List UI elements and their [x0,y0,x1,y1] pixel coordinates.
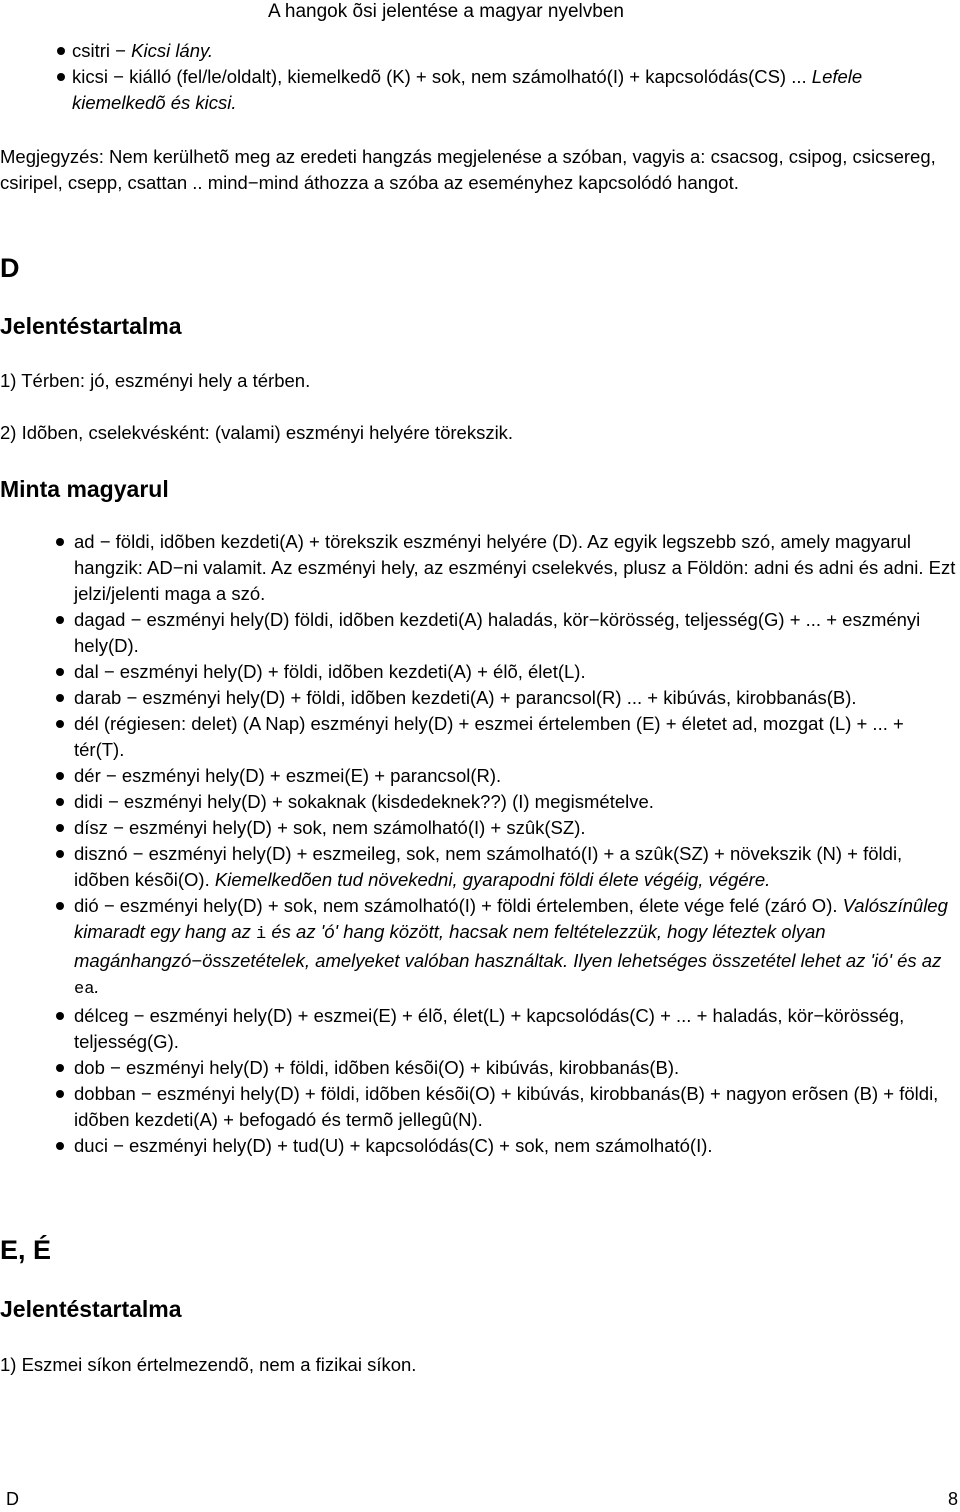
list-item: didi − eszményi hely(D) + sokaknak (kisdedeknek??) (I) megismételve. [0,789,958,815]
code-letter: ea [74,980,95,999]
entry-word: dob [74,1057,105,1078]
entry-word: dobban [74,1083,136,1104]
entry-word: ad [74,531,95,552]
meaning-heading: Jelentéstartalma [0,1296,182,1322]
list-item: kicsi − kiálló (fel/le/oldalt), kiemelkedõ (K) + sok, nem számolható(I) + kapcsolódás(CS) ... Lefele kiemelkedõ és kicsi. [0,64,958,116]
entry-text: eszményi hely(D) + eszmeileg, sok, nem számolható(I) + a szûk(SZ) + növekszik (N) + földi, idõben késõi(O). [74,843,903,890]
entry-word: délceg [74,1005,129,1026]
entry-italic-note: és az 'ó' hang között, hacsak nem feltételezzük, hogy léteztek olyan magánhangzó−összetételek, amelyeket valóban használtak. Ilyen lehetséges összetétel lehet az 'ió' és az [74,921,942,971]
entry-word: dér [74,765,101,786]
list-item: disznó − eszményi hely(D) + eszmeileg, sok, nem számolható(I) + a szûk(SZ) + növekszik (N) + földi, idõben késõi(O). Kiemelkedõen tud növekedni, gyarapodni földi élete végéig, végére. [0,841,958,893]
entry-text: eszményi hely(D) + eszmei(E) + parancsol(R). [121,765,502,786]
list-item: dagad − eszményi hely(D) földi, idõben kezdeti(A) haladás, kör−körösség, teljesség(G) + ... + eszményi hely(D). [0,607,958,659]
list-item: dió − eszményi hely(D) + sok, nem számolható(I) + földi értelemben, élete vége felé (záró O). Valószínûleg kimaradt egy hang az i és az 'ó' hang között, hacsak nem feltételezzük, hogy léteztek olyan magánhangzó−összetételek, amelyeket valóban használtak. Ilyen lehetséges összetétel lehet az 'ió' és az ea. [0,893,958,1003]
entry-word: kicsi [72,66,108,87]
entry-text: eszményi hely(D) + földi, idõben kezdeti(A) + élõ, élet(L). [119,661,586,682]
entry-text: (régiesen: delet) (A Nap) eszményi hely(D) + eszmei értelemben (E) + életet ad, mozgat (L) + ... + tér(T). [74,713,904,760]
meaning-line: 1) Térben: jó, eszményi hely a térben. [0,370,311,391]
list-item: délceg − eszményi hely(D) + eszmei(E) + élõ, élet(L) + kapcsolódás(C) + ... + haladás, kör−körösség, teljesség(G). [0,1003,958,1055]
entry-italic-note: Lefele kiemelkedõ és kicsi. [72,66,863,113]
entry-text: kiálló (fel/le/oldalt), kiemelkedõ (K) + sok, nem számolható(I) + kapcsolódás(CS) ... [129,66,807,87]
entry-word: disznó [74,843,128,864]
entry-text: eszményi hely(D) + sok, nem számolható(I) + földi értelemben, élete vége felé (záró O). [119,895,838,916]
running-header: A hangok õsi jelentése a magyar nyelvben [268,1,624,22]
entry-text: eszményi hely(D) + eszmei(E) + élõ, élet(L) + kapcsolódás(C) + ... + haladás, kör−körösség, teljesség(G). [74,1005,905,1052]
entry-italic-note: . [94,976,100,997]
entry-text: eszményi hely(D) + sok, nem számolható(I) + szûk(SZ). [129,817,586,838]
list-item: dal − eszményi hely(D) + földi, idõben kezdeti(A) + élõ, élet(L). [0,659,958,685]
entry-text: eszményi hely(D) + tud(U) + kapcsolódás(C) + sok, nem számolható(I). [129,1135,713,1156]
entry-word: dísz [74,817,108,838]
list-item: ad − földi, idõben kezdeti(A) + törekszik eszményi helyére (D). Az egyik legszebb szó, amely magyarul hangzik: AD−ni valamit. Az eszményi hely, az eszményi cselekvés, plusz a Földön: adni és adni és adni. Ezt jelzi/jelenti maga a szó. [0,529,958,607]
d-word-list [0,529,958,1159]
meaning-line: 1) Eszmei síkon értelmezendõ, nem a fizikai síkon. [0,1354,417,1375]
entry-word: csitri [72,40,111,61]
entry-text: eszményi hely(D) + földi, idõben kezdeti(A) + parancsol(R) ... + kibúvás, kirobbanás(B). [142,687,857,708]
note-paragraph: Megjegyzés: Nem kerülhetõ meg az eredeti hangzás megjelenése a szóban, vagyis a: csacsog, csipog, csicsereg, csiripel, csepp, csattan .. mind−mind áthozza a szóba az eseményhez kapcsolódó hangot. [0,146,936,193]
entry-word: didi [74,791,103,812]
meaning-heading: Jelentéstartalma [0,313,182,339]
entry-word: dió [74,895,99,916]
entry-word: dal [74,661,99,682]
entry-text: eszményi hely(D) + földi, idõben késõi(O) + kibúvás, kirobbanás(B). [125,1057,680,1078]
entry-word: dél [74,713,99,734]
entry-text: eszményi hely(D) + földi, idõben késõi(O) + kibúvás, kirobbanás(B) + nagyon erõsen (B) + földi, idõben kezdeti(A) + befogadó és termõ jellegû(N). [74,1083,939,1130]
list-item: dob − eszményi hely(D) + földi, idõben késõi(O) + kibúvás, kirobbanás(B). [0,1055,958,1081]
list-item: dísz − eszményi hely(D) + sok, nem számolható(I) + szûk(SZ). [0,815,958,841]
entry-text: eszményi hely(D) földi, idõben kezdeti(A) haladás, kör−körösség, teljesség(G) + ... + eszményi hely(D). [74,609,921,656]
c-word-list [0,38,958,116]
section-heading-e: E, É [0,1235,52,1265]
entry-text: földi, idõben kezdeti(A) + törekszik eszményi helyére (D). Az egyik legszebb szó, amely magyarul hangzik: AD−ni valamit. Az eszményi hely, az eszményi cselekvés, plusz a Földön: adni és adni és adni. Ezt jelzi/jelenti maga a szó. [74,531,956,604]
list-item: csitri − Kicsi lány. [0,38,958,64]
list-item [0,711,958,763]
code-letter: i [256,925,267,944]
meaning-line: 2) Idõben, cselekvésként: (valami) eszményi helyére törekszik. [0,422,514,443]
list-item: dobban − eszményi hely(D) + földi, idõben késõi(O) + kibúvás, kirobbanás(B) + nagyon erõsen (B) + földi, idõben kezdeti(A) + befogadó és termõ jellegû(N). [0,1081,958,1133]
section-heading-d: D [0,253,20,283]
entry-italic-note: Kiemelkedõen tud növekedni, gyarapodni földi élete végéig, végére. [214,869,771,890]
entry-text: eszményi hely(D) + sokaknak (kisdedeknek??) (I) megismételve. [123,791,654,812]
example-heading: Minta magyarul [0,476,169,502]
footer-section-letter: D [6,1489,19,1509]
footer-page-number: 8 [947,1489,958,1509]
entry-word: darab [74,687,122,708]
entry-italic-note: Kicsi lány. [131,40,214,61]
entry-word: duci [74,1135,108,1156]
list-item: duci − eszményi hely(D) + tud(U) + kapcsolódás(C) + sok, nem számolható(I). [0,1133,958,1159]
list-item: darab − eszményi hely(D) + földi, idõben kezdeti(A) + parancsol(R) ... + kibúvás, kirobbanás(B). [0,685,958,711]
entry-word: dagad [74,609,126,630]
entry-italic-note: Valószínûleg kimaradt egy hang az [74,895,948,942]
list-item: dér − eszményi hely(D) + eszmei(E) + parancsol(R). [0,763,958,789]
